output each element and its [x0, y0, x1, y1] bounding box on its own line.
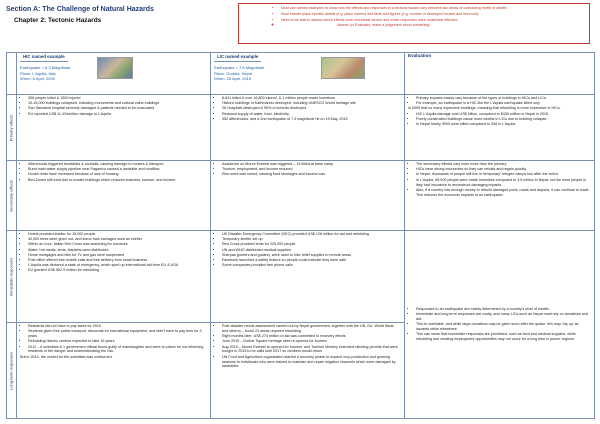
list-item: • UK Disaster Emergency Committee (DEC) provided US$ 126 million for aid and rebuilding — [222, 232, 401, 237]
list-item: • Eight months later, US$ 274 million of aid was committed to recovery efforts — [222, 334, 401, 339]
list-item: • 308 people killed & 1500 injured — [28, 96, 207, 101]
row-label-primary — [7, 95, 17, 161]
list-item: • Post disaster needs assessment carried out by Nepal government, together with the UN, EU, World Bank, and others) – found 23 areas required rebuilding — [222, 324, 401, 334]
list-item: • Rebuilding historic centres expected to take 15 years — [28, 339, 207, 344]
list-item: • Primary impacts mainly vary because of the types of buildings in HICs and LICs. — [416, 96, 591, 101]
lic-heading: LIC named example — [214, 54, 261, 62]
row-label-immediate — [7, 231, 17, 323]
lic-place: Place: Gorkha, Nepal — [214, 70, 253, 76]
hic-magnitude: Earthquake = 6.3 Magnitude — [20, 64, 71, 70]
list-item: • Also, if a country has enough money to rebuild damaged ports, roads and airports, it can continue to trade. This reduces the economic impacts of an earthquake. — [416, 188, 591, 198]
nepal-map-image — [321, 57, 365, 79]
list-item: • Aug 2015 – Mount Everest re-opened for tourism, and Tourism Ministry extended climbing permits that were bought in 2015 to be valid until 2017 so climbers would return — [222, 345, 401, 355]
list-item: • Immediate and long term responses are costly, and many LICs such as Nepal must rely on donations and aid. — [416, 312, 591, 322]
list-item: • For example, an earthquake in a HIC like the L'Aquila earthquake killed only — [416, 101, 591, 106]
list-item: • Responses to an earthquake are mainly determined by a country's level of wealth. — [416, 307, 591, 312]
instruction-line-1: • Must use named examples to show how the effects and responses to a tectonic hazard vary between two areas of contrasting levels of wealth. — [281, 6, 585, 12]
list-item: • 8,841 killed & over 16,800 injured, & 1 million people made homeless — [222, 96, 401, 101]
list-item: • Sherpas (porters and guides), were used to hike relief supplies to remote areas — [222, 253, 401, 258]
list-item: • Tourism, employment, and income reduced — [222, 167, 401, 172]
list-item: • 26 Hospitals destroyed & 50% of schools destroyed — [222, 106, 401, 111]
row-secondary — [7, 161, 595, 231]
list-item: • 10-15,000 buildings collapsed, including monuments and cultural value buildings — [28, 101, 207, 106]
list-item: • L'Aquila was declared a state of emergency, which sped up international aid from EU & USA — [28, 263, 207, 268]
list-item: • Residents did not have to pay taxes for 2010 — [28, 324, 207, 329]
lic-when: When: 25 April, 2015 — [214, 76, 252, 82]
list-item: • Home mortgages and bills for TV and gas were suspended — [28, 253, 207, 258]
list-item: • HIC L'Aquila damage cost US$ billion, compared to $430 million in Nepal in 2015. — [416, 112, 591, 117]
chapter-title: Chapter 2: Tectonic Hazards — [14, 17, 102, 24]
list-item: • Historic buildings in Kathmandu destroyed, including UNESCO World heritage site — [222, 101, 401, 106]
list-item: • Hotels provided shelter for 10,000 people — [28, 232, 207, 237]
list-item: • UN Food and Agriculture organisation started a recovery phase to expand crop production and growing seasons to individuals who were trained to maintain and repair irrigation channels which were damaged by landslides — [222, 355, 401, 370]
cell-lic-secondary — [211, 161, 405, 231]
lic-quake-info — [214, 65, 401, 82]
list-item: • Within an hour, Italian Red Cross was searching for survivors — [28, 242, 207, 247]
hic-when: When: 6 April, 2009 — [20, 76, 55, 82]
list-item: • 40,000 tents were given out, and some train carriages used as shelter — [28, 237, 207, 242]
eval-heading: Evaluation — [408, 53, 432, 58]
comparison-table — [6, 52, 595, 419]
list-item: • This can mean that immediate responses are prioritised, such as food and medical supplies, while rebuilding and creating employment opportunities may not occur for a long time in poorer regions. — [416, 332, 591, 342]
hic-place: Place: L'Aquila, Italy — [20, 70, 56, 76]
instruction-line-3: • Need to be able to assess which effects were most/least severe and which responses were most/least effective. — [281, 18, 585, 24]
row-label-longterm — [7, 323, 17, 419]
instructions-box — [238, 3, 590, 44]
section-title: Section A: The Challenge of Natural Hazards — [6, 6, 154, 13]
list-item: • This is unreliable, and while large donations may be given soon after the quake, this may 'dry up' as hazards strike elsewhere. — [416, 322, 591, 332]
list-item: • Red Cross provided tents for 225,000 people — [222, 242, 401, 247]
cell-lic-immediate — [211, 231, 405, 323]
list-item: • Some companies provided free phone calls — [222, 263, 401, 268]
cell-hic-longterm — [17, 323, 211, 419]
row-label-text: Secondary effects — [8, 179, 14, 212]
cell-hic-primary — [17, 95, 211, 161]
cell-hic-immediate — [17, 231, 211, 323]
cell-eval-responses — [405, 231, 595, 419]
list-item: • San Salvatore hospital severely damaged & patients needed to be evacuated — [28, 106, 207, 111]
list-item: • Bed-Zones still exist due to unsafe buildings which reduces business, tourism, and income — [28, 178, 207, 183]
instruction-line-4: ◦ Assess (or Evaluate): make a judgement about something. — [281, 23, 585, 29]
list-item: • Students given free public transport, discounts for educational equipment, and didn't have to pay fees for 3 years — [28, 329, 207, 339]
list-item: • UN and WHO distributed medical supplies — [222, 248, 401, 253]
list-item: But in 2014, the verdict for the scientists was overturned. — [20, 354, 113, 359]
list-item: • In L'Aquila, 65,000 people were made homeless compared to 3.5 million in Nepal, but far more people in Italy had insurance to reconstruct damaging impacts. — [416, 178, 591, 188]
list-item: • HICs have strong economies so they can rebuild and regain quickly. — [416, 167, 591, 172]
list-item: • 352 aftershocks, and a 2nd earthquake of 7.3 magnitude hit on 15 May, 2015 — [222, 117, 401, 122]
list-item: • Rice seed was ruined, causing food shortages and income loss — [222, 172, 401, 177]
list-item: • Aftershocks triggered landslides & rockfalls, causing damage to houses & transport — [28, 162, 207, 167]
cell-eval-secondary — [405, 161, 595, 231]
row-label-text: Long-term responses — [8, 351, 14, 390]
row-primary — [7, 95, 595, 161]
row-label-secondary — [7, 161, 17, 231]
list-item: • EU reported US$ 11,434million damage to L'Aquila — [28, 112, 207, 117]
italy-map-image — [97, 57, 133, 79]
row-label-text: Primary effects — [8, 114, 14, 141]
list-item: • Avalanche on Mount Everest was triggered – 19 killed at base camp — [222, 162, 401, 167]
list-item: • Burst main water supply pipeline near Paganico caused a landslide and mudflow — [28, 167, 207, 172]
hic-header-cell — [17, 53, 211, 95]
row-immediate — [7, 231, 595, 323]
list-item: • Poorly constructed buildings cause more deaths in LICs due to building collapse. — [416, 117, 591, 122]
list-item: in 2009 that so many expensive buildings, meaning that rebuilding is more expensive in HICs. — [408, 106, 561, 111]
cell-lic-primary — [211, 95, 405, 161]
list-item: • House rents have increased because of lack of housing — [28, 172, 207, 177]
list-item: • 2012 – 6 scientists & 1 government official found guilty of manslaughter and were to prison for not informing residents of the danger and underestimating the risk. — [28, 345, 207, 355]
list-item: • The secondary effects vary even more than the primary. — [416, 162, 591, 167]
instruction-line-2: • Must include place-specific details (e.g. place names) and facts and figures (e.g. number of destroyed houses and lives lost). — [281, 12, 585, 18]
row-label-text: Immediate responses — [8, 257, 14, 296]
header-row — [7, 53, 595, 95]
list-item: • June 2015 – Durbar Square heritage sites re-opened for tourism — [222, 339, 401, 344]
eval-header-cell — [405, 53, 595, 95]
cell-hic-secondary — [17, 161, 211, 231]
list-item: • Water, hot meals, tents, blankets were distributed — [28, 248, 207, 253]
header-corner — [7, 53, 17, 95]
list-item: • Temporary shelter set up — [222, 237, 401, 242]
lic-header-cell — [211, 53, 405, 95]
list-item: • Facebook launched a safety feature so people could indicate they were safe — [222, 258, 401, 263]
cell-lic-longterm — [211, 323, 405, 419]
list-item: • In Nepal, thousands of people still live in 'temporary' refugee camps two after the event. — [416, 172, 591, 177]
hic-heading: HIC named example — [20, 54, 68, 62]
lic-magnitude: Earthquake = 7.8 Magnitude — [214, 64, 265, 70]
list-item: • Post office offered free mobile calls and free delivery from small business — [28, 258, 207, 263]
cell-eval-primary — [405, 95, 595, 161]
list-item: • In Nepal nearly 9000 were killed compared to 308 in L'Aquila. — [416, 122, 591, 127]
list-item: • EU granted US$ 552.9 million for rebuilding — [28, 268, 207, 273]
list-item: • Reduced supply of water, food, electricity — [222, 112, 401, 117]
